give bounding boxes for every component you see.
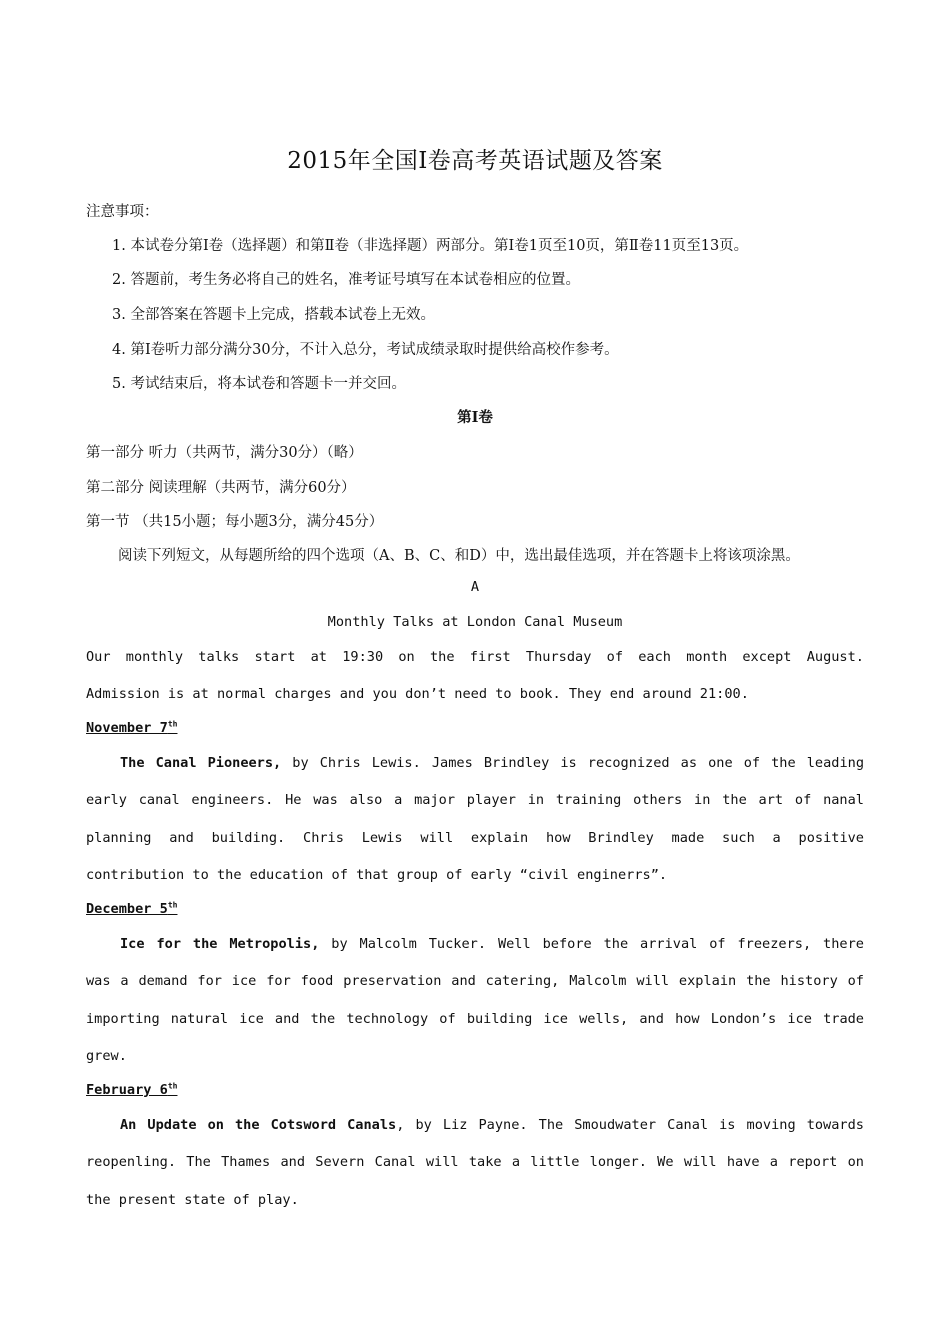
intro-line: Our monthly talks start at 19:30 on the first Thursday of each month except August. xyxy=(86,649,864,665)
talk-line: the present state of play. xyxy=(86,1192,299,1208)
talk-line: was a demand for ice for food preservation and catering, Malcolm will explain the history of xyxy=(86,973,864,989)
volume-heading: 第Ⅰ卷 xyxy=(457,409,493,426)
talk-date: February 6th xyxy=(86,1081,178,1098)
passage-letter: A xyxy=(470,579,480,595)
section-heading: 第一节 （共15小题；每小题3分，满分45分） xyxy=(86,514,384,530)
instruction-text: 阅读下列短文，从每题所给的四个选项（A、B、C、和D）中，选出最佳选项，并在答题卡上将该项涂黑。 xyxy=(118,548,800,564)
part-heading: 第一部分 听力（共两节，满分30分）（略） xyxy=(86,445,363,461)
talk-date: December 5th xyxy=(86,900,178,917)
notes-heading: 注意事项： xyxy=(86,204,159,220)
talk-line: contribution to the education of that group of early “civil enginerrs”. xyxy=(86,867,668,883)
page-title: 2015年全国Ⅰ卷高考英语试题及答案 xyxy=(287,148,663,174)
talk-line: early canal engineers. He was also a major player in training others in the art of nanal xyxy=(86,792,864,808)
note-item: 2. 答题前，考生务必将自己的姓名，准考证号填写在本试卷相应的位置。 xyxy=(112,272,580,288)
talk-title: Ice for the Metropolis, xyxy=(120,936,320,952)
talk-first-line: Ice for the Metropolis, by Malcolm Tucker. Well before the arrival of freezers, there xyxy=(120,936,864,952)
talk-line: grew. xyxy=(86,1048,127,1064)
passage-heading: Monthly Talks at London Canal Museum xyxy=(327,614,623,630)
talk-line: planning and building. Chris Lewis will explain how Brindley made such a positive xyxy=(86,830,864,846)
talk-line: importing natural ice and the technology of building ice wells, and how London’s ice trade xyxy=(86,1011,864,1027)
talk-title: An Update on the Cotsword Canals xyxy=(120,1117,397,1133)
part-heading: 第二部分 阅读理解（共两节，满分60分） xyxy=(86,480,356,496)
talk-date: November 7th xyxy=(86,719,178,736)
talk-line: reopenling. The Thames and Severn Canal will take a little longer. We will have a report on xyxy=(86,1154,864,1170)
talk-title: The Canal Pioneers, xyxy=(120,755,282,771)
note-item: 5. 考试结束后，将本试卷和答题卡一并交回。 xyxy=(112,376,406,392)
note-item: 3. 全部答案在答题卡上完成，搭载本试卷上无效。 xyxy=(112,307,435,323)
intro-line: Admission is at normal charges and you don’t need to book. They end around 21:00. xyxy=(86,686,749,702)
talk-first-line: The Canal Pioneers, by Chris Lewis. James Brindley is recognized as one of the leading xyxy=(120,755,865,771)
talk-first-line: An Update on the Cotsword Canals, by Liz Payne. The Smoudwater Canal is moving towards xyxy=(120,1117,864,1133)
note-item: 4. 第Ⅰ卷听力部分满分30分，不计入总分，考试成绩录取时提供给高校作参考。 xyxy=(112,342,619,358)
note-item: 1. 本试卷分第Ⅰ卷（选择题）和第Ⅱ卷（非选择题）两部分。第Ⅰ卷1页至10页，第Ⅱ卷11页至13页。 xyxy=(112,238,749,254)
